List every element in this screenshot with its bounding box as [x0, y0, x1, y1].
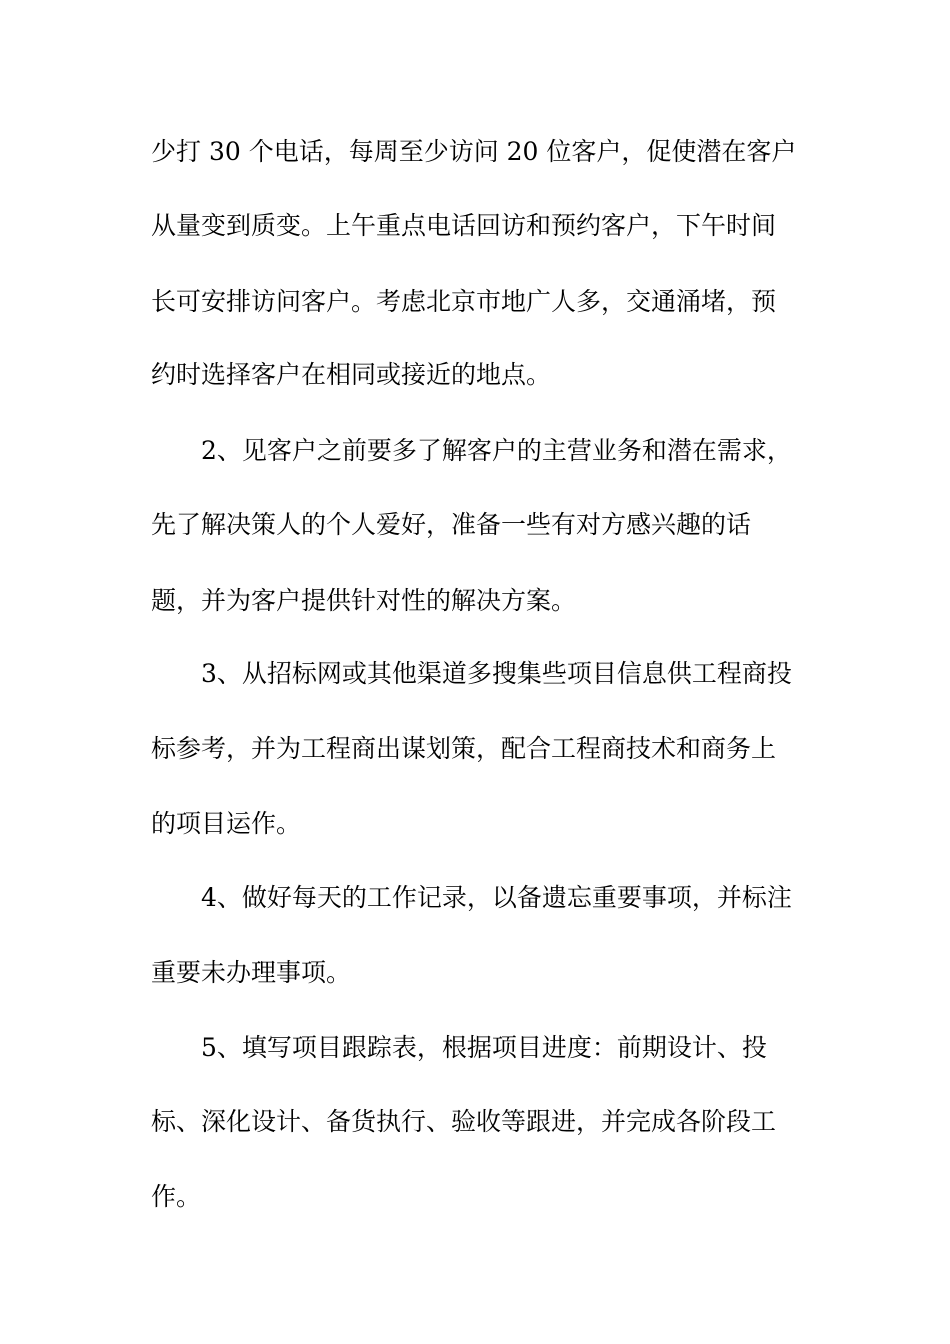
text-line: 约时选择客户在相同或接近的地点。	[151, 360, 552, 389]
text-line: 3、从招标网或其他渠道多搜集些项目信息供工程商投	[201, 659, 792, 688]
text-line: 标、深化设计、备货执行、验收等跟进，并完成各阶段工	[151, 1107, 777, 1136]
text-line: 少打 30 个电话，每周至少访问 20 位客户，促使潜在客户	[151, 137, 797, 166]
text-line: 作。	[151, 1182, 202, 1211]
text-line: 从量变到质变。上午重点电话回访和预约客户，下午时间	[151, 211, 777, 240]
text-line: 的项目运作。	[151, 809, 302, 838]
text-line: 长可安排访问客户。考虑北京市地广人多，交通涌堵，预	[151, 287, 777, 316]
text-line: 重要未办理事项。	[151, 958, 352, 987]
text-line: 5、填写项目跟踪表，根据项目进度：前期设计、投	[201, 1033, 767, 1062]
text-line: 标参考，并为工程商出谋划策，配合工程商技术和商务上	[151, 734, 777, 763]
text-line: 先了解决策人的个人爱好，准备一些有对方感兴趣的话	[151, 510, 752, 539]
text-line: 4、做好每天的工作记录，以备遗忘重要事项，并标注	[201, 883, 792, 912]
text-line: 2、见客户之前要多了解客户的主营业务和潜在需求，	[201, 436, 792, 465]
text-line: 题，并为客户提供针对性的解决方案。	[151, 586, 577, 615]
